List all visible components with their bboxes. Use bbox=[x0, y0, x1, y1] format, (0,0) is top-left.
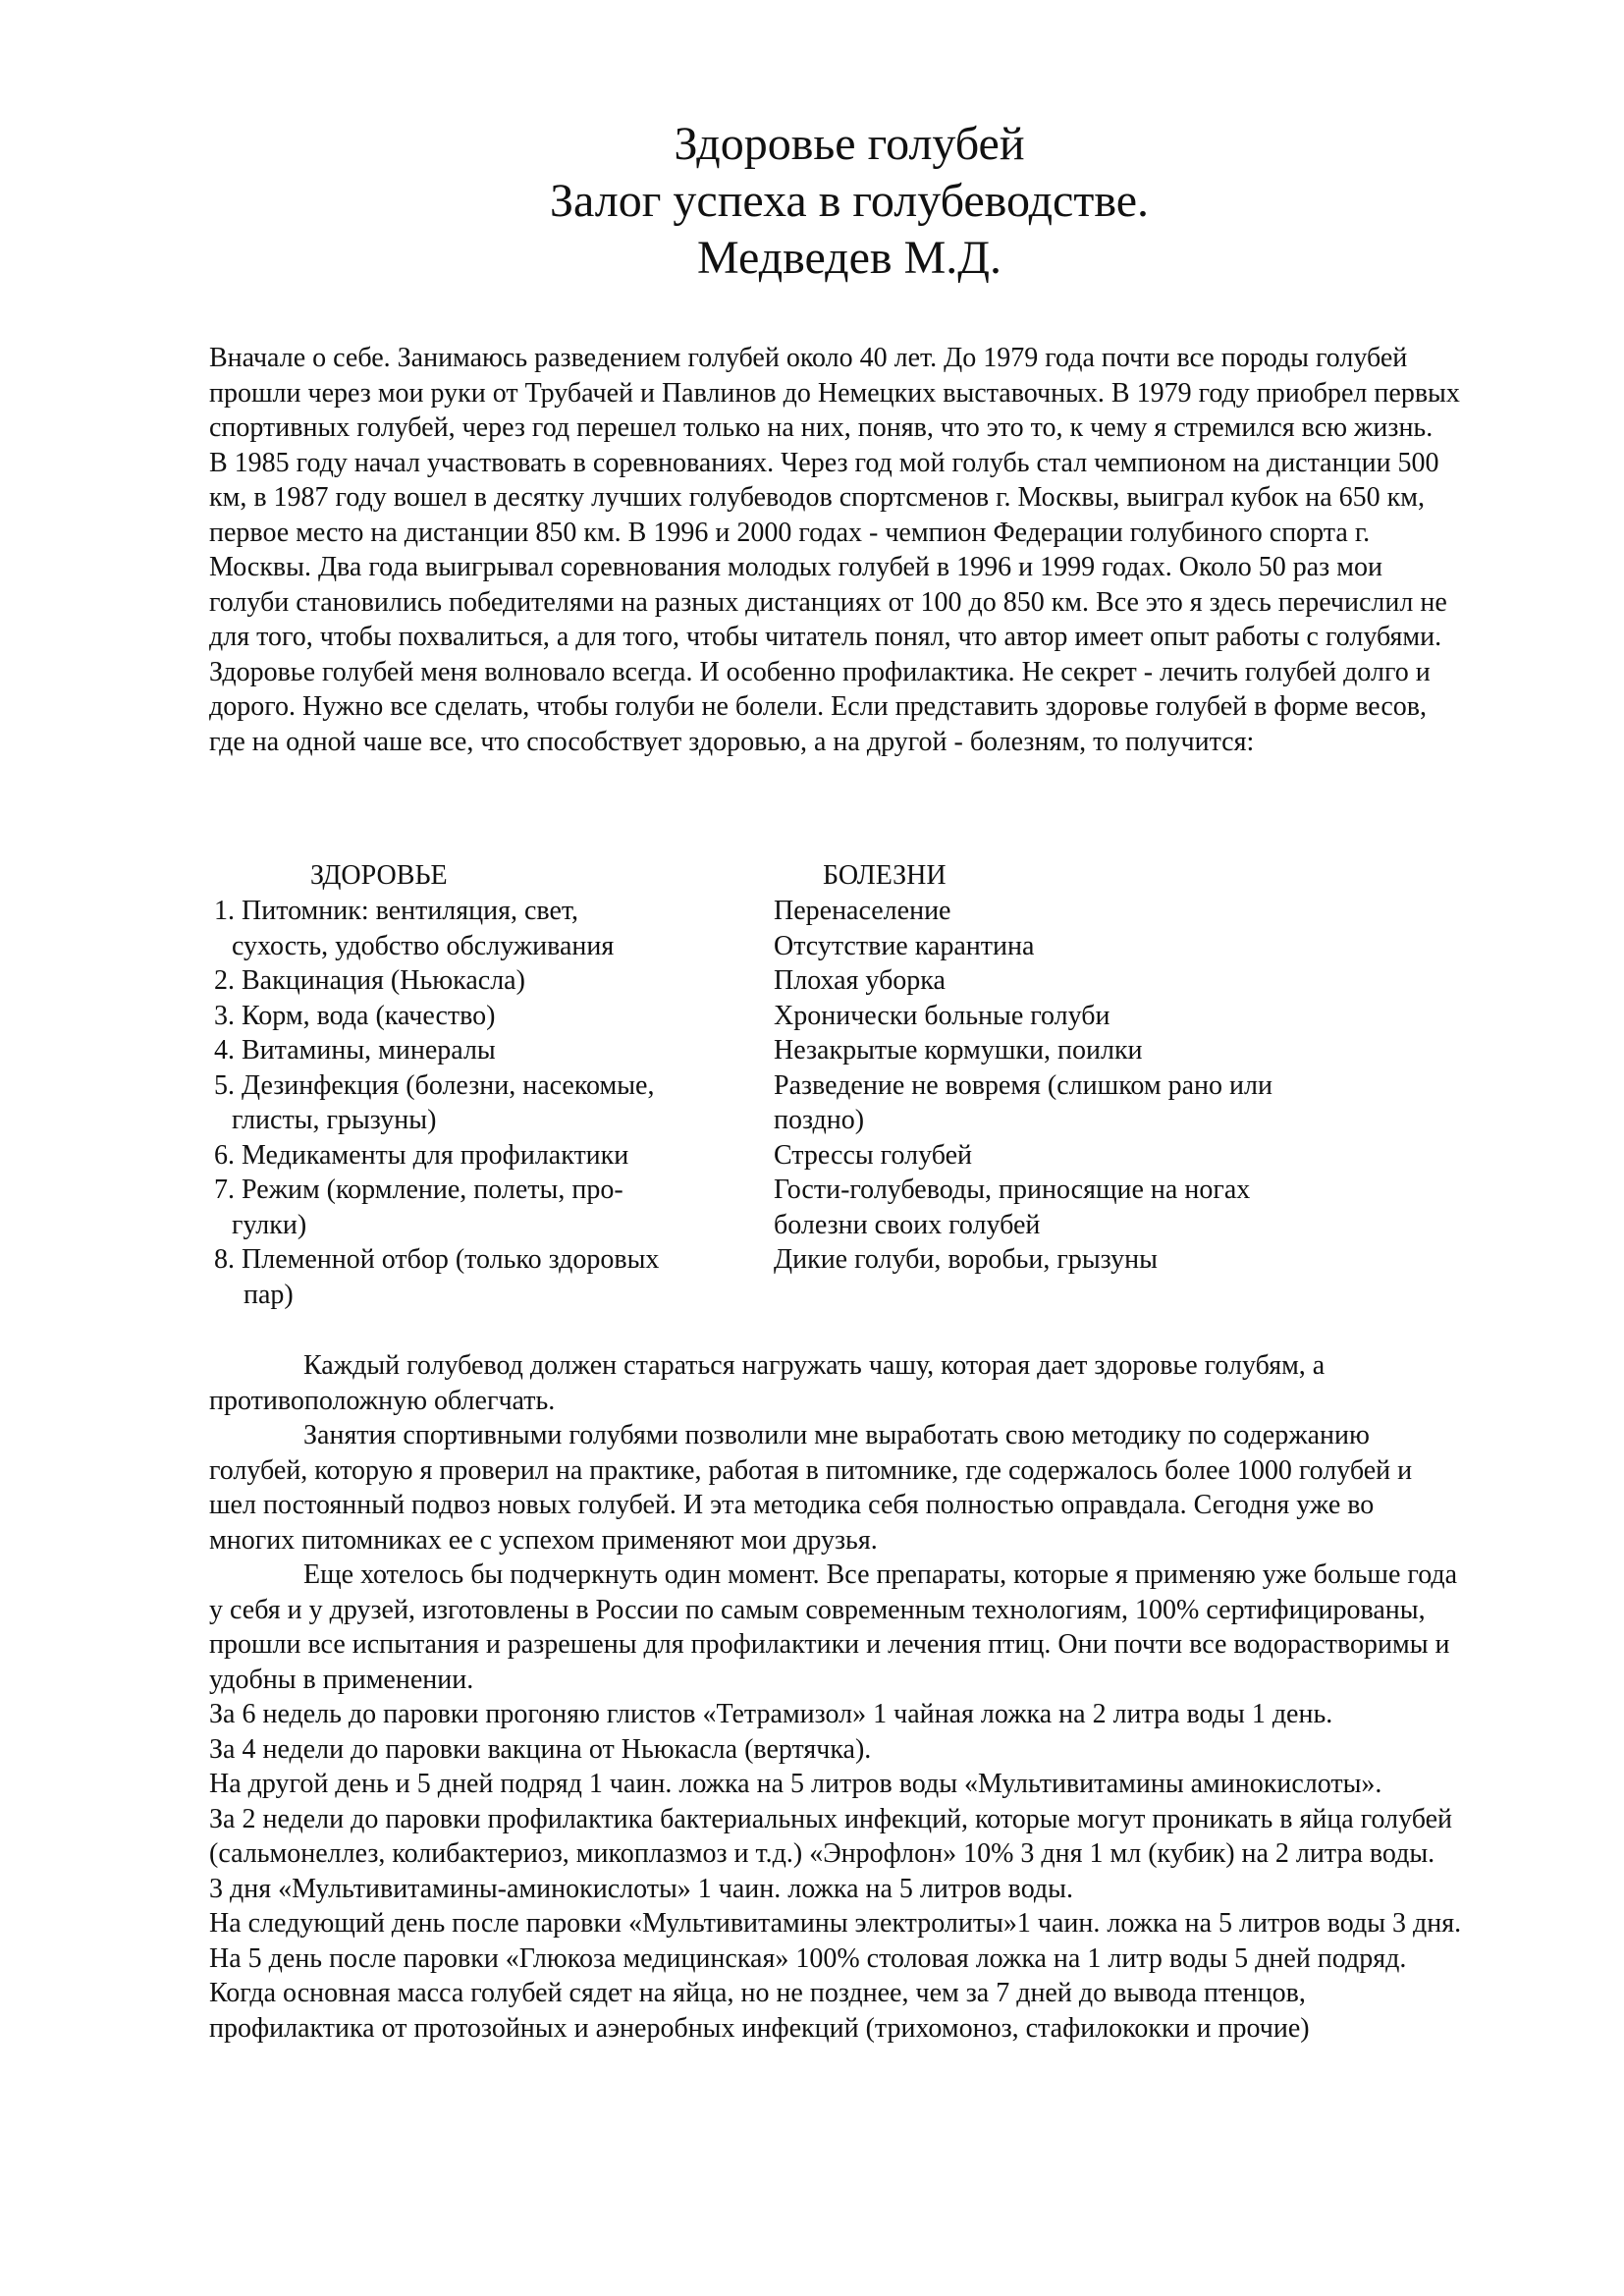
health-item: глисты, грызуны) bbox=[232, 1105, 437, 1135]
title-line-2: Залог успеха в голубеводстве. bbox=[549, 175, 1150, 227]
health-item: 7. Режим (кормление, полеты, про- bbox=[214, 1175, 623, 1205]
disease-item: Плохая уборка bbox=[774, 965, 946, 996]
health-item: 5. Дезинфекция (болезни, насекомые, bbox=[214, 1069, 655, 1101]
disease-item: Стрессы голубей bbox=[774, 1139, 972, 1171]
health-item: пар) bbox=[244, 1279, 294, 1310]
health-item: сухость, удобство обслуживания bbox=[232, 930, 615, 961]
title-line-1: Здоровье голубей bbox=[674, 118, 1025, 170]
disease-item: Незакрытые кормушки, поилки bbox=[774, 1035, 1143, 1066]
body-paragraph: За 4 недели до паровки вакцина от Ньюкасла (вертячка). bbox=[209, 1733, 872, 1765]
intro-paragraph: Здоровье голубей меня волновало всегда. И особенно профилактика. Не секрет - лечить голубей долго и дорого. Нужно все сделать, чтобы голуби не болели. Если представить здоровье голубей в форме весов, где на одной чаше все, что способствует здоровью, а на другой - болезням, то получится: bbox=[209, 656, 1431, 757]
health-column bbox=[214, 894, 725, 1312]
body-paragraph: Когда основная масса голубей сядет на яйца, но не позднее, чем за 7 дней до вывода птенцов, профилактика от протозойных и аэнеробных инфекций (трихомоноз, стафилококки и прочие) bbox=[209, 1978, 1310, 2044]
disease-item: Дикие голуби, воробьи, грызуны bbox=[774, 1244, 1158, 1275]
health-item: 6. Медикаменты для профилактики bbox=[214, 1139, 629, 1171]
body-paragraph: За 2 недели до паровки профилактика бактериальных инфекций, которые могут проникать в яйца голубей (сальмонеллез, колибактериоз, микоплазмоз и т.д.) «Энрофлон» 10% 3 дня 1 мл (кубик) на 2 литра воды. bbox=[209, 1803, 1453, 1869]
intro-paragraph: В 1985 году начал участвовать в соревнованиях. Через год мой голубь стал чемпионом на дистанции 500 км, в 1987 году вошел в десятку лучших голубеводов спортсменов г. Москвы, выиграл кубок на 650 км, первое место на дистанции 850 км. В 1996 и 2000 годах - чемпион Федерации голубиного спорта г. Москвы. Два года выигрывал соревнования молодых голубей в 1996 и 1999 годах. Около 50 раз мои голуби становились победителями на разных дистанциях от 100 до 850 км. Все это я здесь перечислил не для того, чтобы похвалиться, а для того, чтобы читатель понял, что автор имеет опыт работы с голубями. bbox=[209, 447, 1447, 652]
health-item: 4. Витамины, минералы bbox=[214, 1035, 496, 1066]
body-paragraph: Еще хотелось бы подчеркнуть один момент. Все препараты, которые я применяю уже больше года у себя и у друзей, изготовлены в России по самым современным технологиям, 100% сертифицированы, прошли все испытания и разрешены для профилактики и лечения птиц. Они почти все водорастворимы и удобны в применении. bbox=[209, 1559, 1458, 1695]
health-column-header: ЗДОРОВЬЕ bbox=[310, 860, 448, 891]
body-paragraph: На следующий день после паровки «Мультивитамины электролиты»1 чаин. ложка на 5 литров воды 3 дня. bbox=[209, 1908, 1462, 1939]
health-item: 3. Корм, вода (качество) bbox=[214, 1000, 496, 1031]
disease-item: поздно) bbox=[774, 1105, 865, 1135]
intro-section bbox=[209, 341, 1466, 759]
disease-item: Хронически больные голуби bbox=[774, 1000, 1110, 1031]
disease-item: Гости-голубеводы, приносящие на ногах bbox=[774, 1175, 1251, 1205]
disease-item: Перенаселение bbox=[774, 896, 951, 926]
disease-item: Отсутствие карантина bbox=[774, 930, 1035, 961]
disease-item: болезни своих голубей bbox=[774, 1209, 1041, 1240]
body-paragraph: На другой день и 5 дней подряд 1 чаин. ложка на 5 литров воды «Мультивитамины аминокислоты». bbox=[209, 1769, 1382, 1799]
document-title bbox=[0, 116, 1624, 287]
body-paragraph: Занятия спортивными голубями позволили мне выработать свою методику по содержанию голубей, которую я проверил на практике, работая в питомнике, где содержалось более 1000 голубей и шел постоянный подвоз новых голубей. И эта методика себя полностью оправдала. Сегодня уже во многих питомниках ее с успехом применяют мои друзья. bbox=[209, 1420, 1413, 1556]
intro-paragraph: Вначале о себе. Занимаюсь разведением голубей около 40 лет. До 1979 года почти все породы голубей прошли через мои руки от Трубачей и Павлинов до Немецких выставочных. В 1979 году приобрел первых спортивных голубей, через год перешел только на них, поняв, что это то, к чему я стремился всю жизнь. bbox=[209, 343, 1460, 443]
body-paragraph: За 6 недель до паровки прогоняю глистов «Тетрамизол» 1 чайная ложка на 2 литра воды 1 день. bbox=[209, 1699, 1333, 1729]
disease-column bbox=[774, 894, 1324, 1278]
body-paragraph: На 5 день после паровки «Глюкоза медицинская» 100% столовая ложка на 1 литр воды 5 дней подряд. bbox=[209, 1942, 1407, 1974]
health-item: 1. Питомник: вентиляция, свет, bbox=[214, 896, 579, 926]
title-author: Медведев М.Д. bbox=[696, 232, 1001, 284]
health-item: 8. Племенной отбор (только здоровых bbox=[214, 1244, 660, 1275]
body-paragraph: 3 дня «Мультивитамины-аминокислоты» 1 чаин. ложка на 5 литров воды. bbox=[209, 1873, 1073, 1904]
disease-column-header: БОЛЕЗНИ bbox=[823, 860, 947, 891]
body-paragraph: Каждый голубевод должен стараться нагружать чашу, которая дает здоровье голубям, а противоположную облегчать. bbox=[209, 1350, 1326, 1416]
main-body bbox=[209, 1348, 1466, 2046]
disease-item: Разведение не вовремя (слишком рано или bbox=[774, 1069, 1272, 1101]
health-item: гулки) bbox=[232, 1209, 307, 1240]
health-item: 2. Вакцинация (Ньюкасла) bbox=[214, 965, 525, 996]
